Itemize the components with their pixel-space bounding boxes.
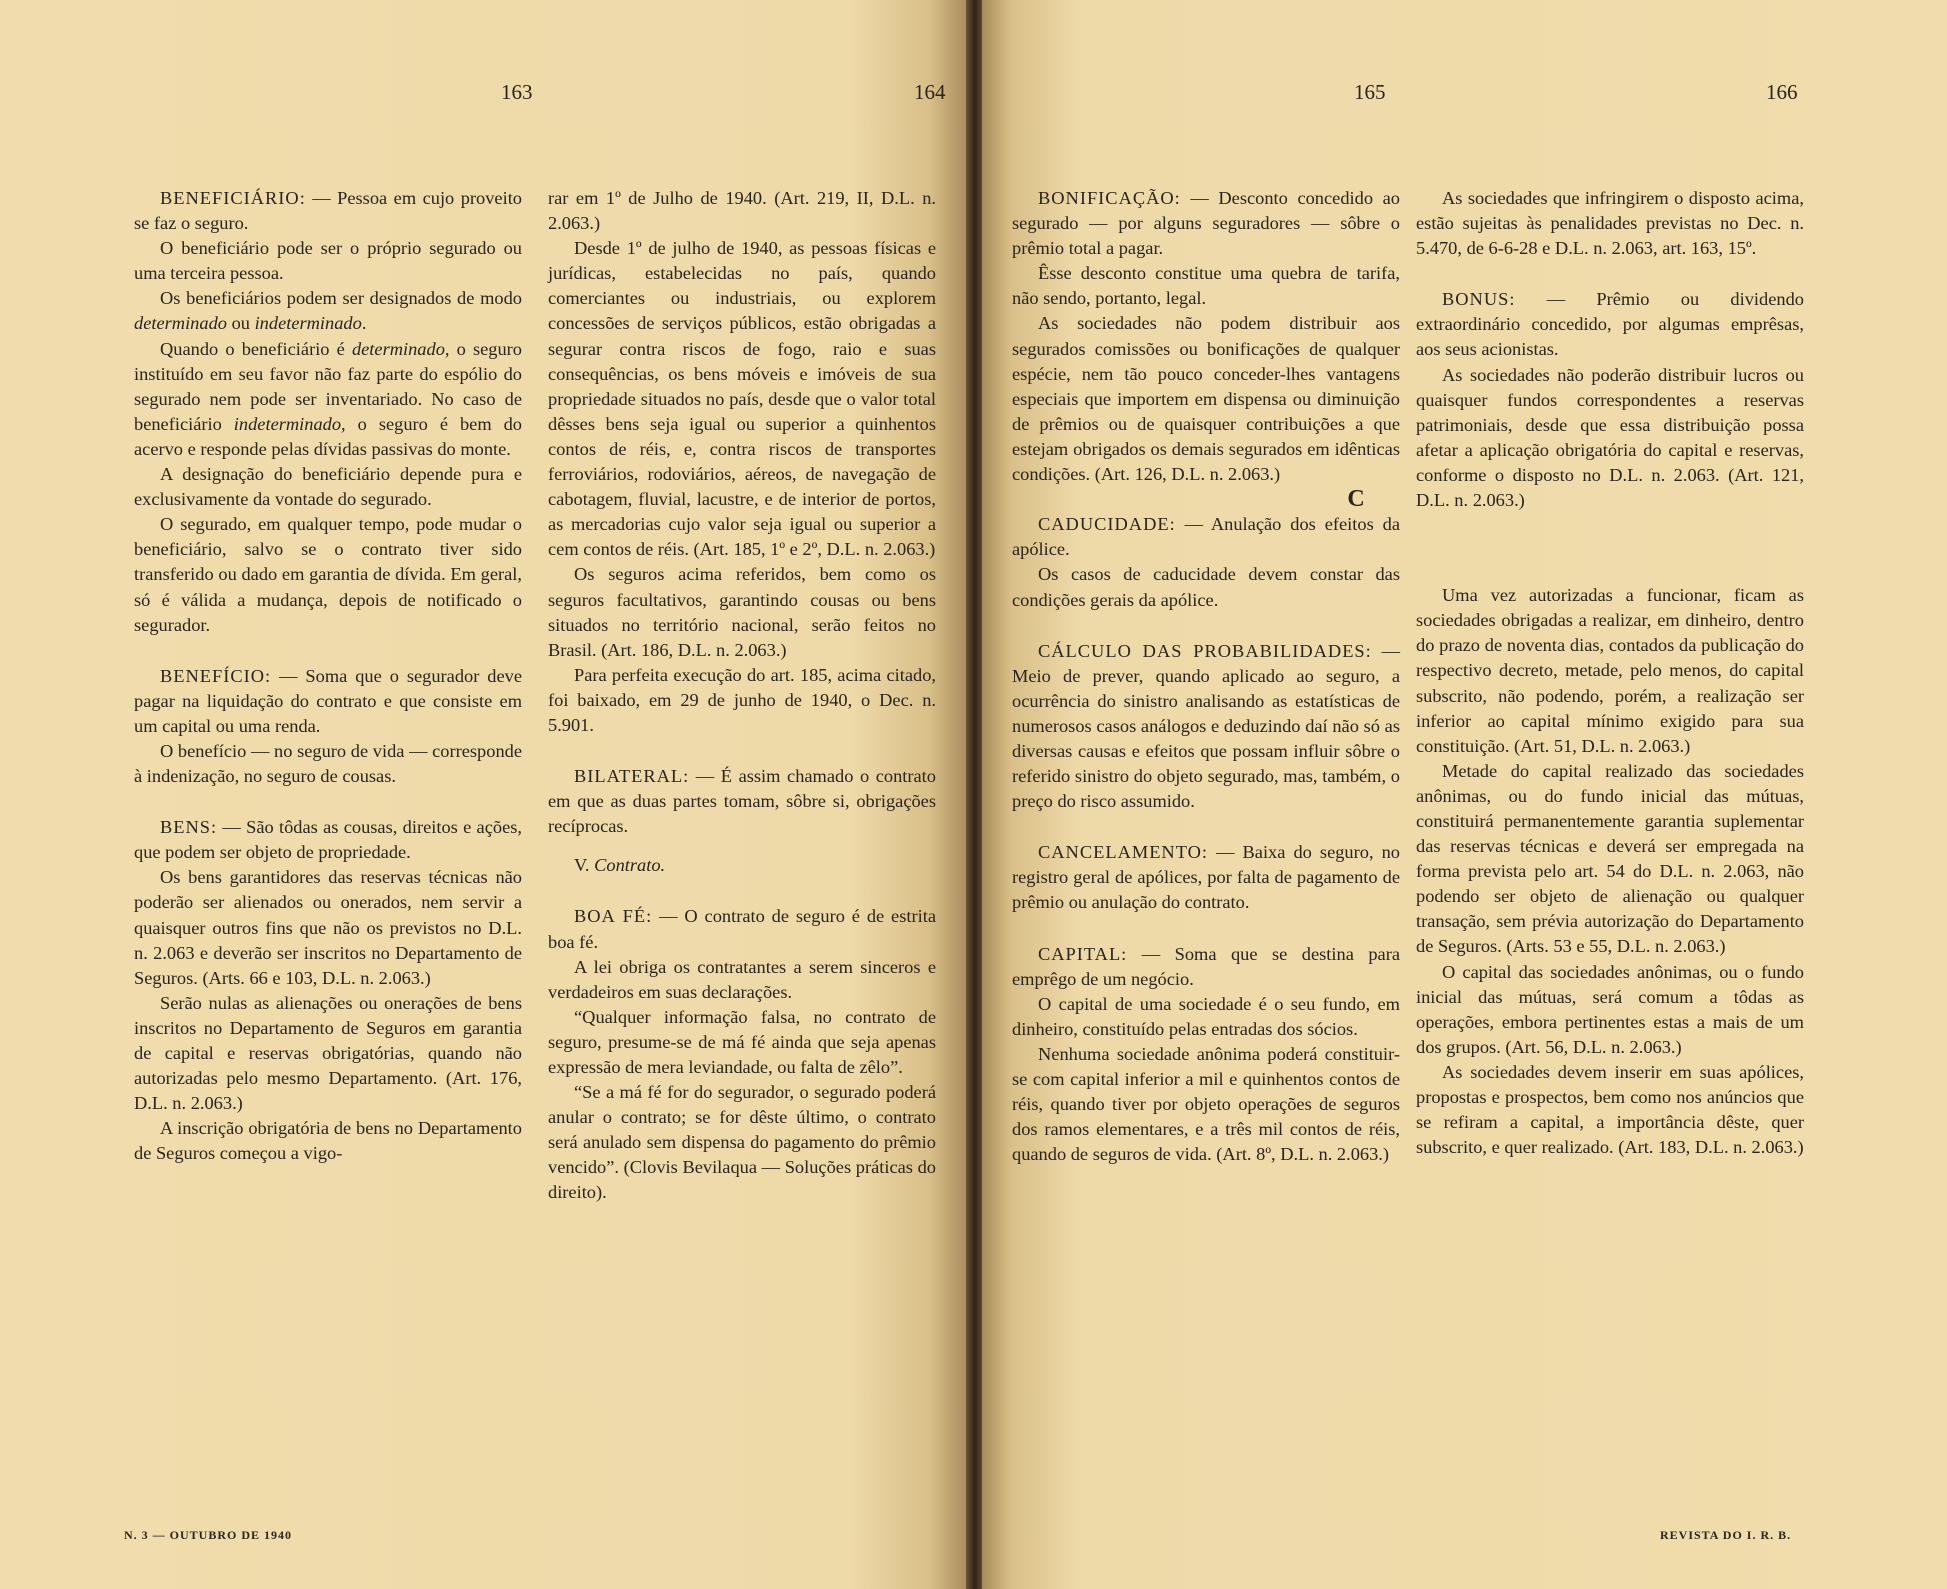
column-page-163: [134, 186, 522, 1166]
entry-beneficio: [134, 664, 522, 739]
entry-caducidade: [1012, 512, 1400, 562]
paragraph: A inscrição obrigatória de bens no Departamento de Seguros começou a vigo-: [134, 1118, 522, 1164]
text: ou: [226, 313, 255, 334]
italic-text: determinado: [134, 313, 227, 334]
column-page-165: [1012, 186, 1400, 1167]
page-number-166: 166: [1766, 80, 1798, 104]
paragraph: O capital das sociedades anônimas, ou o fundo inicial das mútuas, será comum a tôdas as operações, embora pertinentes estas a mais de um dos grupos. (Art. 56, D.L. n. 2.063.): [1416, 961, 1804, 1057]
definition: — É assim chamado o contrato em que as duas partes tomam, sôbre si, obrigações recíprocas.: [548, 766, 936, 837]
paragraph: As sociedades não poderão distribuir lucros ou quaisquer fundos correspondentes a reservas patrimoniais, desde que essa distribuição possa afetar a aplicação obrigatória do capital e reservas, conforme o disposto no D.L. n. 2.063. (Art. 121, D.L. n. 2.063.): [1416, 364, 1804, 511]
definition: — Prêmio ou dividendo extraordinário concedido, por algumas emprêsas, aos seus acionistas.: [1416, 289, 1804, 360]
paragraph: O beneficiário pode ser o próprio segurado ou uma terceira pessoa.: [134, 238, 522, 284]
footer-left: N. 3 — OUTUBRO DE 1940: [124, 1528, 293, 1542]
headword: BENEFICIÁRIO:: [160, 188, 306, 208]
paragraph: Nenhuma sociedade anônima poderá constituir-se com capital inferior a mil e quinhentos contos de réis, quando tiver por objeto operações de seguros dos ramos elementares, e a três mil contos de réis, quando de seguros de vida. (Art. 8º, D.L. n. 2.063.): [1012, 1043, 1400, 1165]
entry-boa-fe: [548, 904, 936, 954]
paragraph: [134, 337, 522, 462]
paragraph: Os casos de caducidade devem constar das condições gerais da apólice.: [1012, 564, 1400, 610]
definition: — Anulação dos efeitos da apólice.: [1012, 514, 1400, 560]
headword: CANCELAMENTO:: [1038, 842, 1209, 863]
paragraph: A lei obriga os contratantes a serem sinceros e verdadeiros em suas declarações.: [548, 956, 936, 1002]
headword: BONIFICAÇÃO:: [1038, 188, 1181, 208]
entry-bilateral: [548, 764, 936, 839]
definition: — São tôdas as cousas, direitos e ações, que podem ser objeto de propriedade.: [134, 817, 522, 863]
text: .: [361, 313, 367, 334]
text: V.: [574, 855, 595, 876]
page-number-164: 164: [914, 80, 946, 104]
definition: — Desconto concedido ao segurado — por alguns seguradores — sôbre o prêmio total a pagar.: [1012, 188, 1400, 259]
paragraph: Êsse desconto constitue uma quebra de tarifa, não sendo, portanto, legal.: [1012, 263, 1400, 309]
definition: — O contrato de seguro é de estrita boa fé.: [548, 906, 936, 952]
headword: BENEFÍCIO:: [160, 665, 272, 686]
text: Os beneficiários podem ser designados de modo: [160, 288, 522, 309]
italic-text: Contrato.: [594, 855, 666, 876]
section-letter-c: C: [1347, 486, 1365, 513]
paragraph: Os bens garantidores das reservas técnicas não poderão ser alienados ou onerados, nem servir a quaisquer outros fins que não os previstos no D.L. n. 2.063 e deverão ser inscritos no Departamento de Seguros. (Arts. 66 e 103, D.L. n. 2.063.): [134, 867, 522, 988]
paragraph: As sociedades não podem distribuir aos segurados comissões ou bonificações de qualquer espécie, nem tão pouco conceder-lhes vantagens especiais que importem em dispensa ou diminuição de prêmios ou de quaisquer contribuições a que estejam obrigados os demais segurados em idênticas condições. (Art. 126, D.L. n. 2.063.): [1012, 313, 1400, 485]
page-number-165: 165: [1354, 80, 1386, 104]
paragraph: Uma vez autorizadas a funcionar, ficam as sociedades obrigadas a realizar, em dinheiro, dentro do prazo de noventa dias, contados da publicação do respectivo decreto, metade, pelo menos, do capital subscrito, não podendo, porém, a realização ser inferior ao capital mínimo exigido para sua constituição. (Art. 51, D.L. n. 2.063.): [1416, 585, 1804, 756]
paragraph: O capital de uma sociedade é o seu fundo, em dinheiro, constituído pelas entradas dos sócios.: [1012, 993, 1400, 1039]
paragraph: Metade do capital realizado das sociedades anônimas, ou do fundo inicial das mútuas, constituirá permanentemente garantia suplementar das reservas técnicas e deverá ser empregada na forma prevista pelo art. 54 do D.L. n. 2.063, não podendo ser objeto de alienação ou qualquer transação, sem prévia autorização do Departamento de Seguros. (Arts. 53 e 55, D.L. n. 2.063.): [1416, 760, 1804, 957]
left-page: [0, 0, 968, 1589]
definition: — Meio de prever, quando aplicado ao seguro, a ocurrência do sinistro analisando as estatísticas de numerosos casos análogos e deduzindo daí não só as diversas causas e efeitos que possam influir sôbre o referido sinistro do objeto segurado, mas, também, o preço do risco assumido.: [1012, 640, 1400, 812]
paragraph: Serão nulas as alienações ou onerações de bens inscritos no Departamento de Seguros em garantia de capital e reservas obrigatórias, quando não autorizadas pelo mesmo Departamento. (Art. 176, D.L. n. 2.063.): [134, 992, 522, 1114]
paragraph: “Qualquer informação falsa, no contrato de seguro, presume-se de má fé ainda que seja apenas expressão de mera leviandade, ou falta de zêlo”.: [548, 1006, 936, 1077]
headword: BONUS:: [1442, 289, 1516, 310]
definition: — Baixa do seguro, no registro geral de apólices, por falta de pagamento de prêmio ou anulação do contrato.: [1012, 842, 1400, 913]
definition: — Soma que o segurador deve pagar na liquidação do contrato e que consiste em um capital ou uma renda.: [134, 665, 522, 736]
paragraph-continued: rar em 1º de Julho de 1940. (Art. 219, II, D.L. n. 2.063.): [548, 188, 936, 234]
italic-text: determinado,: [351, 338, 450, 359]
definition: — Pessoa em cujo proveito se faz o seguro.: [134, 188, 522, 234]
paragraph: O benefício — no seguro de vida — corresponde à indenização, no seguro de cousas.: [134, 740, 522, 787]
definition: — Soma que se destina para emprêgo de um negócio.: [1012, 943, 1400, 989]
paragraph: Para perfeita execução do art. 185, acima citado, foi baixado, em 29 de junho de 1940, o Dec. n. 5.901.: [548, 664, 936, 735]
footer-right: REVISTA DO I. R. B.: [1660, 1528, 1792, 1542]
paragraph: “Se a má fé for do segurador, o segurado poderá anular o contrato; se for dêste último, o contrato será anulado sem dispensa do pagamento do prêmio vencido”. (Clovis Bevilaqua — Soluções práticas do direito).: [548, 1082, 936, 1203]
entry-calculo-probabilidades: [1012, 639, 1400, 815]
column-page-166: [1416, 186, 1804, 1160]
paragraph-continued: As sociedades que infringirem o disposto acima, estão sujeitas às penalidades previstas no Dec. n. 5.470, de 6-6-28 e D.L. n. 2.063, art. 163, 15º.: [1416, 188, 1804, 259]
headword: BOA FÉ:: [574, 906, 653, 927]
column-page-164: [548, 186, 936, 1206]
text: Quando o beneficiário é: [160, 338, 352, 359]
entry-bens: [134, 815, 522, 865]
headword: CAPITAL:: [1038, 943, 1128, 964]
italic-text: indeterminado: [254, 313, 362, 334]
paragraph: [134, 286, 522, 336]
text: o seguro instituído em seu favor não faz parte do espólio do segurado nem pode ser inventariado. No caso de beneficiário: [134, 338, 522, 434]
page-number-163: 163: [501, 80, 533, 104]
entry-capital: [1012, 942, 1400, 992]
entry-bonus: [1416, 287, 1804, 362]
cross-reference: [548, 853, 936, 878]
entry-bonificacao: [1012, 186, 1400, 261]
headword: BILATERAL:: [574, 766, 690, 787]
entry-beneficiario: [134, 186, 522, 236]
paragraph: O segurado, em qualquer tempo, pode mudar o beneficiário, salvo se o contrato tiver sido transferido ou dado em garantia de dívida. Em geral, só é válida a mudança, depois de notificado o segurador.: [134, 514, 522, 635]
paragraph: A designação do beneficiário depende pura e exclusivamente da vontade do segurado.: [134, 464, 522, 510]
headword: BENS:: [160, 817, 218, 838]
headword: CÁLCULO DAS PROBABILIDADES:: [1038, 640, 1372, 661]
text: o seguro é bem do acervo e responde pelas dívidas passivas do monte.: [134, 413, 522, 459]
right-page: [982, 0, 1947, 1589]
paragraph: As sociedades devem inserir em suas apólices, propostas e prospectos, bem como nos anúncios que se refiram a capital, a importância dêste, quer subscrito, e quer realizado. (Art. 183, D.L. n. 2.063.): [1416, 1061, 1804, 1158]
headword: CADUCIDADE:: [1038, 514, 1176, 535]
entry-cancelamento: [1012, 840, 1400, 915]
paragraph: Os seguros acima referidos, bem como os seguros facultativos, garantindo cousas ou bens situados no território nacional, serão feitos no Brasil. (Art. 186, D.L. n. 2.063.): [548, 564, 936, 660]
paragraph: Desde 1º de julho de 1940, as pessoas físicas e jurídicas, estabelecidas no país, quando comerciantes ou industriais, ou explorem concessões de serviços públicos, estão obrigadas a segurar contra riscos de fogo, raio e suas consequências, os bens móveis e imóveis de sua propriedade situados no país, desde que o valor total dêsses bens seja igual ou superior a quinhentos contos de réis, e, contra riscos de transportes ferroviários, rodoviários, aéreos, de navegação de cabotagem, fluvial, lacustre, e de interior de portos, as mercadorias cujo valor seja igual ou superior a cem contos de réis. (Art. 185, 1º e 2º, D.L. n. 2.063.): [548, 238, 936, 560]
italic-text: indeterminado,: [233, 413, 346, 434]
